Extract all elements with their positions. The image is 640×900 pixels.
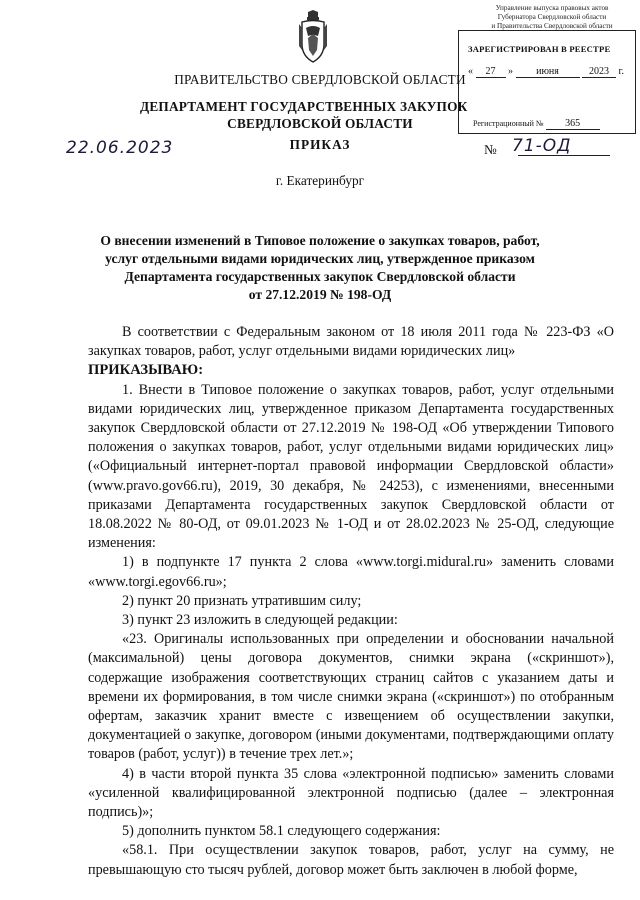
number-underline	[518, 155, 610, 156]
stamp-registered: ЗАРЕГИСТРИРОВАН В РЕЕСТРЕ	[468, 44, 611, 54]
stamp-issuer-line: Губернатора Свердловской области	[497, 13, 607, 21]
city: г. Екатеринбург	[275, 173, 365, 188]
order-number: 71-ОД	[512, 136, 572, 156]
stamp-issuer-line: Управление выпуска правовых актов	[495, 4, 609, 12]
stamp-year-suffix: г.	[618, 66, 624, 77]
quote-item-23: «23. Оригиналы использованных при определении и обосновании начальной (максимальной) цены договора документов, снимки экрана («скриншот»), содержащие изображения соответствующих страниц сайтов с указанием даты и времени их формирования, в том числе снимки экрана («скриншот») по отобранным офертам, заказчик хранит вместе с извещением об осуществлении закупки, документацией о закупке, договором (иными документами, подтверждающими оплату товаров (работ, услуг)) в течение трех лет.»;	[88, 631, 614, 763]
doc-title-line: О внесении изменений в Типовое положение о закупках товаров, работ,	[100, 233, 540, 248]
quote-item-58-1: «58.1. При осуществлении закупок товаров, работ, услуг на сумму, не превышающую сто тысяч рублей, договор может быть заключен в любой форме,	[88, 842, 614, 878]
order-date: 22.06.2023	[66, 138, 174, 158]
stamp-issuer-line: и Правительства Свердловской области	[491, 22, 613, 30]
stamp-reg-number: 365	[546, 118, 600, 130]
stamp-quote: »	[508, 66, 513, 77]
stamp-day: 27	[476, 66, 506, 78]
subitem-5: 5) дополнить пунктом 58.1 следующего содержания:	[122, 823, 441, 840]
paragraph-1: 1. Внести в Типовое положение о закупках товаров, работ, услуг отдельными видами юридических лиц, утвержденное приказом Департамента государственных закупок Свердловской области от 27.12.2019 № 198-ОД «Об утверждении Типового положения о закупках товаров, работ, услуг отдельными видами юридических лиц» («Официальный интернет-портал правовой информации Свердловской области» (www.pravo.gov66.ru), 2019, 30 декабря, № 24253), с изменениями, внесенными приказами Департамента государственных закупок Свердловской области от 18.08.2022 № 80-ОД, от 09.01.2023 № 1-ОД и от 28.02.2023 № 25-ОД, следующие изменения:	[88, 381, 614, 552]
number-sign: №	[484, 142, 497, 157]
stamp-month: июня	[516, 66, 580, 78]
stamp-issuer	[466, 4, 638, 31]
stamp-reg-label: Регистрационный №	[473, 119, 544, 128]
doc-title-line: от 27.12.2019 № 198-ОД	[248, 287, 392, 302]
stamp-quote: «	[468, 66, 473, 77]
subitem-3: 3) пункт 23 изложить в следующей редакции:	[122, 612, 398, 629]
doc-title-line: услуг отдельными видами юридических лиц, утвержденное приказом	[105, 251, 535, 266]
subitem-1: 1) в подпункте 17 пункта 2 слова «www.torgi.midural.ru» заменить словами «www.torgi.egov66.ru»;	[88, 554, 614, 590]
government-name: ПРАВИТЕЛЬСТВО СВЕРДЛОВСКОЙ ОБЛАСТИ	[174, 72, 466, 87]
order-body	[88, 323, 614, 880]
order-word: ПРИКАЗЫВАЮ:	[88, 362, 204, 379]
stamp-year: 2023	[582, 66, 616, 78]
doc-type: ПРИКАЗ	[289, 137, 351, 152]
coat-of-arms-icon	[296, 10, 330, 66]
intro-paragraph: В соответствии с Федеральным законом от 18 июля 2011 года № 223-ФЗ «О закупках товаров, работ, услуг отдельными видами юридических лиц»	[88, 324, 614, 360]
department-name-line2: СВЕРДЛОВСКОЙ ОБЛАСТИ	[227, 116, 413, 131]
department-name-line1: ДЕПАРТАМЕНТ ГОСУДАРСТВЕННЫХ ЗАКУПОК	[140, 99, 468, 114]
subitem-2: 2) пункт 20 признать утратившим силу;	[122, 592, 362, 609]
doc-title-line: Департамента государственных закупок Свердловской области	[124, 269, 516, 284]
subitem-4: 4) в части второй пункта 35 слова «электронной подписью» заменить словами «усиленной квалифицированной электронной подписью (далее – электронная подпись)»;	[88, 765, 614, 821]
